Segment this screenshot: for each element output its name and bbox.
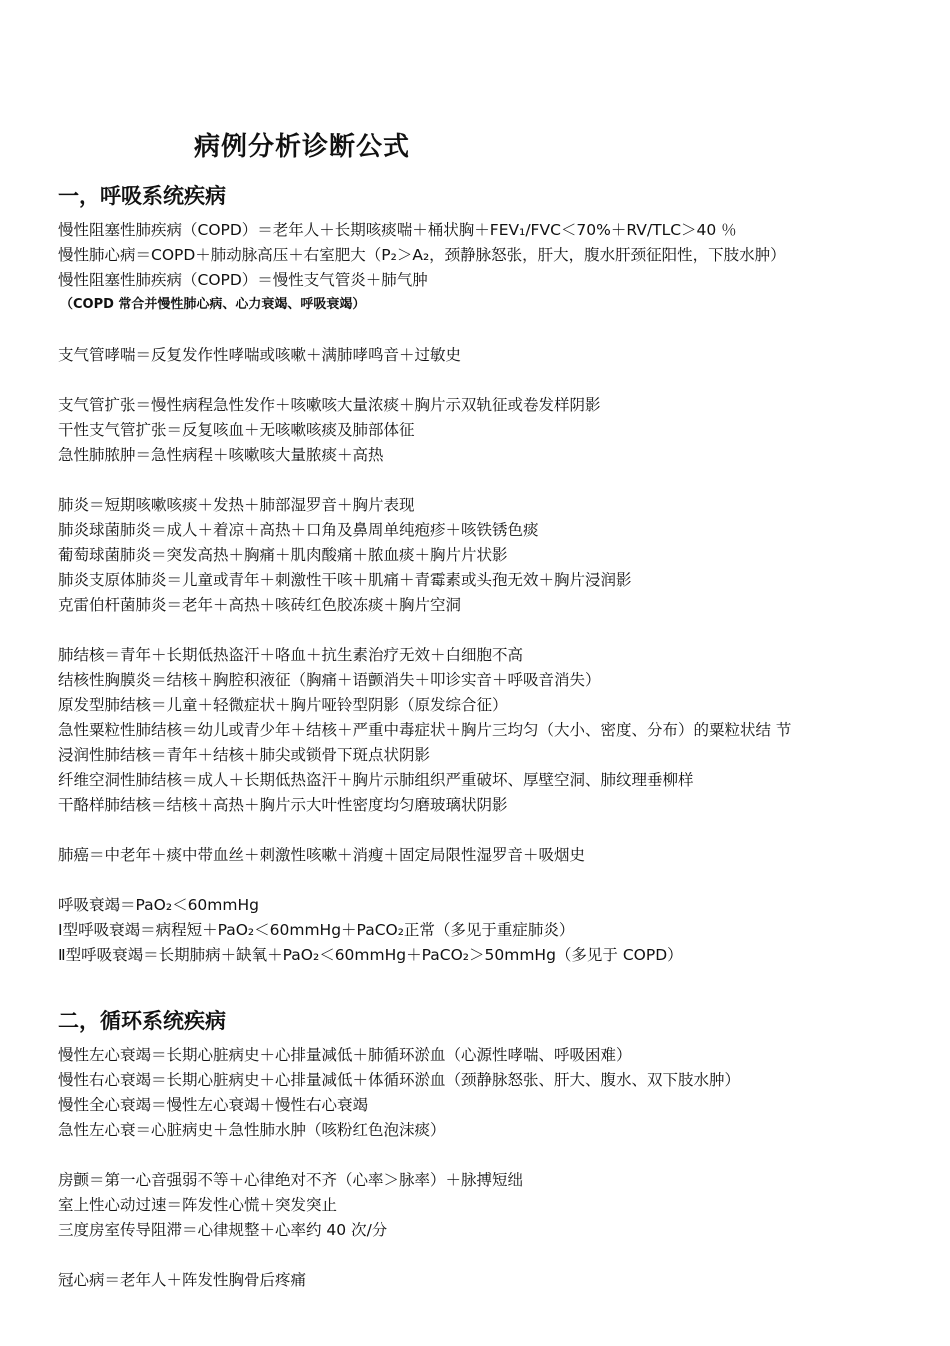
text-line: 慢性阻塞性肺疾病（COPD）＝老年人＋长期咳痰喘＋桶状胸＋FEV₁/FVC＜70%＋RV/TLC＞40 ％	[58, 221, 737, 239]
text-line: 支气管哮喘＝反复发作性哮喘或咳嗽＋满肺哮鸣音＋过敏史	[58, 346, 462, 364]
text-line: 冠心病＝老年人＋阵发性胸骨后疼痛	[58, 1271, 307, 1289]
text-line: 干性支气管扩张＝反复咳血＋无咳嗽咳痰及肺部体征	[58, 421, 415, 439]
section-heading-circulatory: 二，循环系统疾病	[58, 1009, 226, 1033]
text-line: 浸润性肺结核＝青年＋结核＋肺尖或锁骨下斑点状阴影	[58, 746, 431, 764]
text-line: 急性肺脓肿＝急性病程＋咳嗽咳大量脓痰＋高热	[58, 446, 384, 464]
text-line: 支气管扩张＝慢性病程急性发作＋咳嗽咳大量浓痰＋胸片示双轨征或卷发样阴影	[58, 396, 601, 414]
text-line: 慢性阻塞性肺疾病（COPD）＝慢性支气管炎＋肺气肿	[58, 271, 428, 289]
text-line: 肺炎＝短期咳嗽咳痰＋发热＋肺部湿罗音＋胸片表现	[58, 496, 415, 514]
text-line: 急性粟粒性肺结核＝幼儿或青少年＋结核＋严重中毒症状＋胸片三均匀（大小、密度、分布）的粟粒状结 节	[58, 721, 792, 739]
text-line: 结核性胸膜炎＝结核＋胸腔积液征（胸痛＋语颤消失＋叩诊实音＋呼吸音消失）	[58, 671, 601, 689]
text-line: Ⅱ型呼吸衰竭＝长期肺病＋缺氧＋PaO₂＜60mmHg＋PaCO₂＞50mmHg（多见于 COPD）	[58, 946, 683, 964]
text-line: 房颤＝第一心音强弱不等＋心律绝对不齐（心率＞脉率）＋脉搏短绌	[58, 1171, 524, 1189]
text-line: 纤维空洞性肺结核＝成人＋长期低热盗汗＋胸片示肺组织严重破坏、厚壁空洞、肺纹理垂柳样	[58, 771, 694, 789]
text-line: 肺癌＝中老年＋痰中带血丝＋刺激性咳嗽＋消瘦＋固定局限性湿罗音＋吸烟史	[58, 846, 586, 864]
text-line: 慢性肺心病＝COPD＋肺动脉高压＋右室肥大（P₂＞A₂，颈静脉怒张，肝大，腹水肝颈征阳性，下肢水肿）	[58, 246, 786, 264]
text-line: 慢性全心衰竭＝慢性左心衰竭＋慢性右心衰竭	[58, 1096, 369, 1114]
text-line: 原发型肺结核＝儿童＋轻微症状＋胸片哑铃型阴影（原发综合征）	[58, 696, 508, 714]
text-line: 慢性左心衰竭＝长期心脏病史＋心排量减低＋肺循环淤血（心源性哮喘、呼吸困难）	[58, 1046, 632, 1064]
text-line: Ⅰ型呼吸衰竭＝病程短＋PaO₂＜60mmHg＋PaCO₂正常（多见于重症肺炎）	[58, 921, 575, 939]
section-heading-respiratory: 一，呼吸系统疾病	[58, 184, 226, 208]
text-line: 三度房室传导阻滞＝心律规整＋心率约 40 次/分	[58, 1221, 388, 1239]
text-line: 干酪样肺结核＝结核＋高热＋胸片示大叶性密度均匀磨玻璃状阴影	[58, 796, 508, 814]
text-line: 肺炎支原体肺炎＝儿童或青年＋刺激性干咳＋肌痛＋青霉素或头孢无效＋胸片浸润影	[58, 571, 632, 589]
text-line: 呼吸衰竭＝PaO₂＜60mmHg	[58, 896, 259, 914]
page-title: 病例分析诊断公式	[194, 132, 411, 162]
text-line: 急性左心衰＝心脏病史＋急性肺水肿（咳粉红色泡沫痰）	[58, 1121, 446, 1139]
text-line: 慢性右心衰竭＝长期心脏病史＋心排量减低＋体循环淤血（颈静脉怒张、肝大、腹水、双下肢水肿）	[58, 1071, 741, 1089]
text-line: 肺结核＝青年＋长期低热盗汗＋咯血＋抗生素治疗无效＋白细胞不高	[58, 646, 524, 664]
text-line: 葡萄球菌肺炎＝突发高热＋胸痛＋肌肉酸痛＋脓血痰＋胸片片状影	[58, 546, 508, 564]
text-line: 室上性心动过速＝阵发性心慌＋突发突止	[58, 1196, 338, 1214]
note-line: （COPD 常合并慢性肺心病、心力衰竭、呼吸衰竭）	[60, 297, 366, 312]
text-line: 克雷伯杆菌肺炎＝老年＋高热＋咳砖红色胶冻痰＋胸片空洞	[58, 596, 462, 614]
text-line: 肺炎球菌肺炎＝成人＋着凉＋高热＋口角及鼻周单纯疱疹＋咳铁锈色痰	[58, 521, 539, 539]
